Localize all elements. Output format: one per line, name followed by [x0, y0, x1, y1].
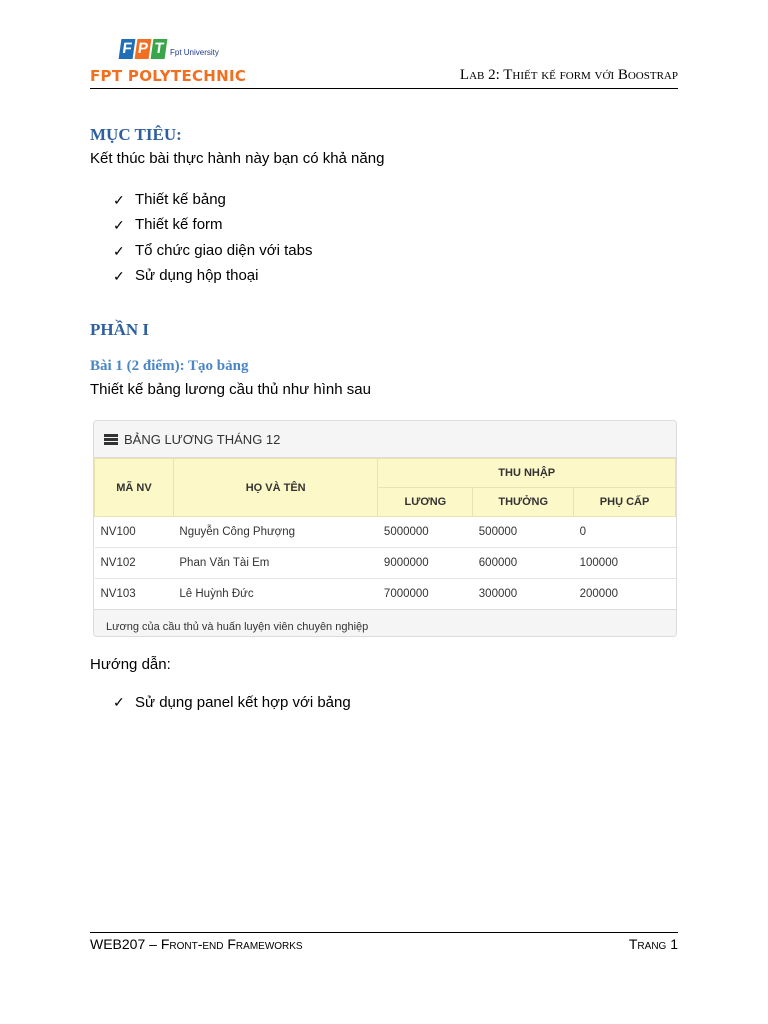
guide-list — [113, 694, 351, 711]
course-dash: – — [145, 936, 161, 952]
list-item — [113, 238, 312, 264]
cell-name: Nguyễn Công Phượng — [173, 517, 378, 548]
list-item — [113, 213, 312, 239]
cell-salary: 5000000 — [378, 517, 473, 548]
column-header-bonus: THƯỞNG — [473, 488, 574, 517]
salary-table — [94, 458, 676, 609]
list-item-text: Sử dụng panel kết hợp với bảng — [135, 694, 351, 711]
table-row — [95, 548, 676, 579]
cell-id: NV103 — [95, 579, 174, 610]
objective-heading: MỤC TIÊU: — [90, 125, 182, 144]
panel-heading — [94, 421, 676, 458]
list-item-text: Thiết kế bảng — [135, 190, 226, 208]
cell-name: Phan Văn Tài Em — [173, 548, 378, 579]
column-header-income: THU NHẬP — [378, 459, 676, 488]
fpt-logo — [120, 36, 219, 62]
cell-salary: 9000000 — [378, 548, 473, 579]
lab-title: Lab 2: Thiết kế form với Boostrap — [459, 67, 678, 83]
course-code: WEB207 — [90, 936, 146, 952]
column-header-allowance: PHỤ CẤP — [574, 488, 676, 517]
salary-panel — [93, 420, 677, 637]
table-row — [95, 579, 676, 610]
check-icon: ✓ — [113, 191, 125, 208]
panel-title: BẢNG LƯƠNG THÁNG 12 — [124, 431, 281, 447]
exercise-heading: Bài 1 (2 điểm): Tạo bảng — [90, 358, 249, 374]
table-row — [95, 517, 676, 548]
list-item — [113, 264, 312, 290]
check-icon: ✓ — [113, 694, 125, 710]
footer-divider — [90, 932, 678, 933]
cell-salary: 7000000 — [378, 579, 473, 610]
objective-list — [113, 187, 312, 289]
cell-bonus: 600000 — [473, 548, 574, 579]
column-header-id: MÃ NV — [95, 459, 174, 517]
list-icon — [104, 434, 118, 445]
cell-bonus: 300000 — [473, 579, 574, 610]
check-icon: ✓ — [113, 268, 125, 285]
objective-intro: Kết thúc bài thực hành này bạn có khả năng — [90, 150, 385, 167]
logo-letter: F — [119, 39, 136, 59]
list-item — [113, 694, 351, 711]
logo-letter: T — [151, 39, 168, 59]
cell-allowance: 0 — [574, 517, 676, 548]
list-item-text: Thiết kế form — [135, 216, 223, 234]
page-number: Trang 1 — [628, 936, 678, 952]
header-divider — [90, 88, 678, 89]
logo-subtitle: Fpt University — [170, 47, 219, 57]
panel-footer: Lương của cầu thủ và huấn luyện viên chuyên nghiệp — [94, 609, 676, 637]
cell-id: NV102 — [95, 548, 174, 579]
cell-name: Lê Huỳnh Đức — [173, 579, 378, 610]
guide-heading: Hướng dẫn: — [90, 656, 171, 673]
column-header-salary: LƯƠNG — [378, 488, 473, 517]
list-item-text: Sử dụng hộp thoại — [135, 267, 259, 285]
exercise-description: Thiết kế bảng lương cầu thủ như hình sau — [90, 381, 371, 398]
logo-letter: P — [135, 39, 152, 59]
list-item — [113, 187, 312, 213]
cell-allowance: 100000 — [574, 548, 676, 579]
cell-bonus: 500000 — [473, 517, 574, 548]
course-title: Front-end Frameworks — [160, 936, 303, 952]
check-icon: ✓ — [113, 242, 125, 259]
part-heading: PHẦN I — [90, 320, 150, 339]
brand-name: FPT POLYTECHNIC — [90, 67, 247, 85]
column-header-name: HỌ VÀ TÊN — [173, 459, 378, 517]
cell-id: NV100 — [95, 517, 174, 548]
check-icon: ✓ — [113, 217, 125, 234]
cell-allowance: 200000 — [574, 579, 676, 610]
list-item-text: Tổ chức giao diện với tabs — [135, 241, 313, 259]
footer-course — [90, 936, 303, 952]
